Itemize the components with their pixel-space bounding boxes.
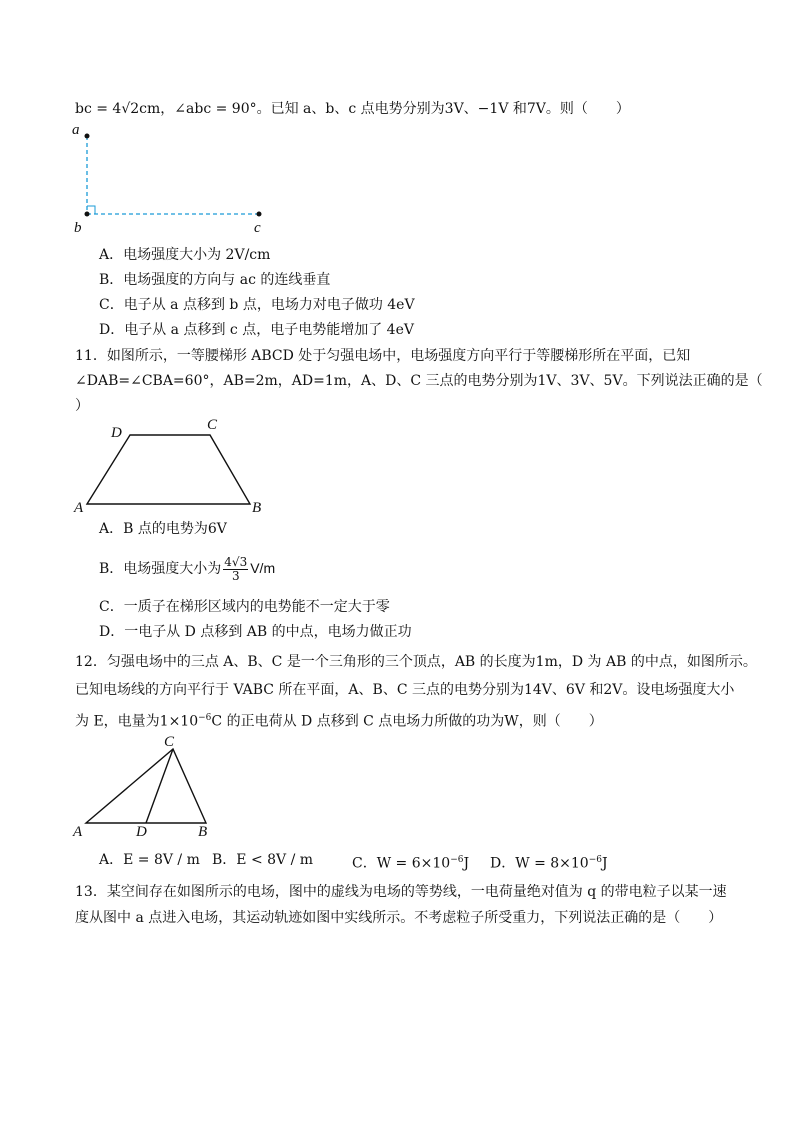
q10-figure xyxy=(60,118,280,238)
q12-option-c-unit: J xyxy=(463,855,470,872)
q12-option-d-unit: J xyxy=(601,855,608,872)
q13-stem-line2: 度从图中 a 点进入电场，其运动轨迹如图中实线所示。不考虑粒子所受重力，下列说法正确的是（ ） xyxy=(75,910,723,926)
q12-option-d-exponent: −6 xyxy=(588,855,602,865)
q12-option-a: A．E = 8V / m xyxy=(99,852,200,868)
q11-label-C: C xyxy=(207,417,218,433)
q11-option-d: D．一电子从 D 点移到 AB 的中点，电场力做正功 xyxy=(99,624,412,640)
q10-label-a: a xyxy=(72,122,80,138)
q12-stem-line3-b: C 的正电荷从 D 点移到 C 点电场力所做的功为W，则（ ） xyxy=(211,713,603,730)
q11-stem-line2: ∠DAB=∠CBA=60°，AB=2m，AD=1m，A、D、C 三点的电势分别为1V、3V、5V。下列说法正确的是（ xyxy=(75,373,763,389)
q10-label-c: c xyxy=(254,220,261,236)
q12-option-b: B．E < 8V / m xyxy=(212,852,314,868)
q12-option-d xyxy=(490,850,608,874)
q12-stem-line2: 已知电场线的方向平行于 VABC 所在平面，A、B、C 三点的电势分别为14V、6V 和2V。设电场强度大小 xyxy=(75,682,735,698)
q11-stem-line1: 11．如图所示，一等腰梯形 ABCD 处于匀强电场中，电场强度方向平行于等腰梯形所在平面，已知 xyxy=(75,348,691,364)
q11-option-b-numerator: 4√3 xyxy=(224,554,248,569)
q11-label-D: D xyxy=(111,425,122,441)
q11-option-b-fraction xyxy=(223,556,248,583)
q12-stem-line1: 12．匀强电场中的三点 A、B、C 是一个三角形的三个顶点，AB 的长度为1m，D 为 AB 的中点，如图所示。 xyxy=(75,654,757,670)
q11-option-c: C．一质子在梯形区域内的电势能不一定大于零 xyxy=(99,599,390,615)
q10-stem: bc = 4√2cm，∠abc = 90°。已知 a、b、c 点电势分别为3V、−1V 和7V。则（ ） xyxy=(75,101,630,117)
q12-label-B: B xyxy=(198,824,208,840)
q12-label-C: C xyxy=(164,734,175,750)
q12-option-c-exponent: −6 xyxy=(450,855,464,865)
q10-option-d: D．电子从 a 点移到 c 点，电子电势能增加了 4eV xyxy=(99,322,414,338)
q11-label-A: A xyxy=(74,500,84,515)
q11-option-b-denominator: 3 xyxy=(231,568,240,583)
q11-option-a: A．B 点的电势为6V xyxy=(99,521,227,537)
q11-label-B: B xyxy=(252,500,262,515)
q11-stem-line3: ） xyxy=(75,398,89,414)
q10-option-a: A．电场强度大小为 2V/cm xyxy=(99,247,271,263)
q12-option-c-text: C．W = 6×10 xyxy=(352,855,451,872)
q12-option-d-text: D．W = 8×10 xyxy=(490,855,589,872)
q11-option-b-text: B．电场强度大小为 xyxy=(99,561,222,577)
q12-stem-line3-a: 为 E，电量为1×10 xyxy=(75,713,199,730)
q10-option-b: B．电场强度的方向与 ac 的连线垂直 xyxy=(99,272,331,288)
q10-option-c: C．电子从 a 点移到 b 点，电场力对电子做功 4eV xyxy=(99,297,415,313)
q11-option-b-unit: V/m xyxy=(250,560,276,576)
q12-stem-line3 xyxy=(75,708,603,732)
q12-label-A: A xyxy=(73,824,83,840)
q12-stem-exponent: −6 xyxy=(198,713,212,723)
q12-option-c xyxy=(352,850,469,874)
q11-trapezoid-figure xyxy=(70,415,280,515)
q12-label-D: D xyxy=(136,824,147,840)
q12-triangle-figure xyxy=(70,732,220,842)
q13-stem-line1: 13．某空间存在如图所示的电场，图中的虚线为电场的等势线，一电荷量绝对值为 q 的带电粒子以某一速 xyxy=(75,884,727,900)
q10-label-b: b xyxy=(74,220,82,236)
q11-option-b xyxy=(99,548,275,589)
